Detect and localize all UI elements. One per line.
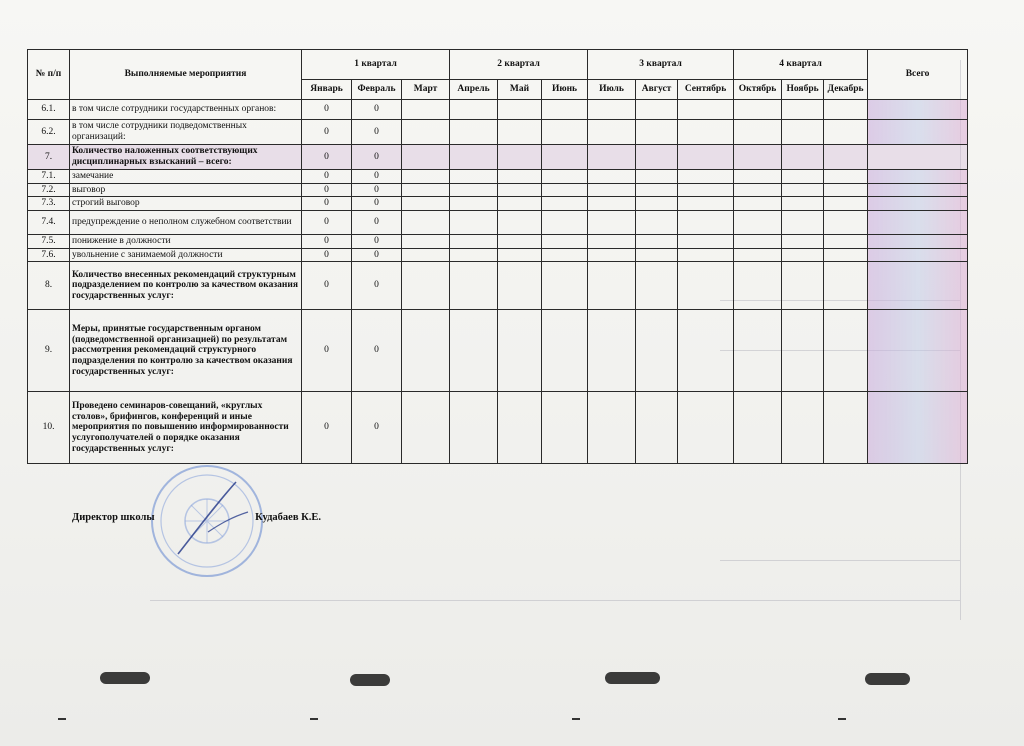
cell-empty: [636, 145, 678, 170]
table-row: [28, 183, 968, 197]
cell-empty: [542, 234, 588, 248]
cell-empty: [824, 100, 868, 120]
cell-february: 0: [352, 197, 402, 211]
cell-empty: [636, 170, 678, 184]
scan-dash: [838, 718, 846, 720]
cell-empty: [782, 210, 824, 234]
row-number: 7.4.: [28, 210, 70, 234]
row-label: предупреждение о неполном служебном соответствии: [70, 210, 302, 234]
cell-empty: [542, 310, 588, 392]
cell-total: [868, 100, 968, 120]
cell-empty: [678, 392, 734, 464]
cell-empty: [450, 234, 498, 248]
table-row: [28, 262, 968, 310]
cell-empty: [734, 248, 782, 262]
cell-empty: [636, 392, 678, 464]
header-month: Декабрь: [824, 80, 868, 100]
cell-empty: [734, 234, 782, 248]
cell-empty: [450, 392, 498, 464]
cell-empty: [824, 170, 868, 184]
cell-empty: [402, 100, 450, 120]
cell-february: 0: [352, 392, 402, 464]
cell-empty: [588, 262, 636, 310]
cell-empty: [542, 145, 588, 170]
cell-empty: [782, 262, 824, 310]
cell-empty: [636, 120, 678, 145]
cell-empty: [678, 210, 734, 234]
cell-empty: [734, 145, 782, 170]
cell-empty: [402, 392, 450, 464]
cell-empty: [678, 197, 734, 211]
cell-empty: [588, 234, 636, 248]
table-row: [28, 248, 968, 262]
cell-empty: [542, 210, 588, 234]
row-label: выговор: [70, 183, 302, 197]
row-number: 6.2.: [28, 120, 70, 145]
table-row: [28, 197, 968, 211]
cell-january: 0: [302, 210, 352, 234]
table-row: [28, 234, 968, 248]
cell-january: 0: [302, 183, 352, 197]
cell-empty: [734, 310, 782, 392]
cell-empty: [824, 248, 868, 262]
cell-january: 0: [302, 310, 352, 392]
cell-january: 0: [302, 392, 352, 464]
cell-empty: [402, 120, 450, 145]
cell-total: [868, 197, 968, 211]
cell-empty: [782, 248, 824, 262]
cell-february: 0: [352, 183, 402, 197]
cell-empty: [402, 183, 450, 197]
row-number: 7.3.: [28, 197, 70, 211]
cell-february: 0: [352, 120, 402, 145]
cell-empty: [588, 120, 636, 145]
cell-empty: [588, 392, 636, 464]
cell-empty: [542, 120, 588, 145]
cell-empty: [542, 248, 588, 262]
signature-line: [72, 512, 321, 523]
cell-total: [868, 170, 968, 184]
cell-february: 0: [352, 210, 402, 234]
row-number: 7.2.: [28, 183, 70, 197]
scan-smudge: [350, 674, 390, 686]
cell-empty: [636, 310, 678, 392]
cell-empty: [402, 197, 450, 211]
table-row: [28, 210, 968, 234]
cell-february: 0: [352, 310, 402, 392]
header-quarter-2: 2 квартал: [450, 50, 588, 80]
cell-empty: [498, 120, 542, 145]
row-number: 6.1.: [28, 100, 70, 120]
cell-empty: [450, 262, 498, 310]
cell-empty: [734, 392, 782, 464]
cell-total: [868, 145, 968, 170]
header-month: Январь: [302, 80, 352, 100]
header-num: № п/п: [28, 50, 70, 100]
cell-empty: [588, 145, 636, 170]
cell-empty: [782, 183, 824, 197]
cell-empty: [678, 183, 734, 197]
cell-total: [868, 392, 968, 464]
cell-empty: [450, 145, 498, 170]
cell-empty: [402, 145, 450, 170]
cell-empty: [782, 120, 824, 145]
row-label: строгий выговор: [70, 197, 302, 211]
cell-empty: [678, 170, 734, 184]
cell-empty: [450, 170, 498, 184]
cell-empty: [588, 170, 636, 184]
cell-empty: [782, 392, 824, 464]
scan-smudge: [605, 672, 660, 684]
cell-empty: [824, 183, 868, 197]
cell-empty: [734, 262, 782, 310]
cell-empty: [498, 210, 542, 234]
bleed-through-line: [720, 560, 960, 561]
header-month: Сентябрь: [678, 80, 734, 100]
cell-empty: [782, 100, 824, 120]
cell-empty: [734, 120, 782, 145]
signature-name: Кудабаев К.Е.: [255, 512, 321, 523]
header-quarter-4: 4 квартал: [734, 50, 868, 80]
cell-empty: [782, 310, 824, 392]
table-row: [28, 120, 968, 145]
scan-artifact-band: [0, 664, 1024, 692]
cell-empty: [734, 183, 782, 197]
cell-empty: [782, 145, 824, 170]
table-row: [28, 145, 968, 170]
cell-empty: [450, 248, 498, 262]
cell-empty: [450, 310, 498, 392]
cell-empty: [450, 120, 498, 145]
cell-empty: [636, 234, 678, 248]
cell-empty: [498, 197, 542, 211]
cell-february: 0: [352, 145, 402, 170]
cell-empty: [402, 170, 450, 184]
cell-february: 0: [352, 262, 402, 310]
cell-empty: [498, 145, 542, 170]
row-number: 7.1.: [28, 170, 70, 184]
row-label: в том числе сотрудники государственных органов:: [70, 100, 302, 120]
cell-empty: [782, 170, 824, 184]
cell-empty: [636, 183, 678, 197]
cell-empty: [498, 183, 542, 197]
cell-empty: [402, 310, 450, 392]
cell-empty: [542, 170, 588, 184]
header-activities: Выполняемые мероприятия: [70, 50, 302, 100]
cell-total: [868, 310, 968, 392]
cell-january: 0: [302, 248, 352, 262]
scan-dash: [572, 718, 580, 720]
row-label: в том числе сотрудники подведомственных организаций:: [70, 120, 302, 145]
header-month: Апрель: [450, 80, 498, 100]
cell-empty: [824, 392, 868, 464]
header-month: Ноябрь: [782, 80, 824, 100]
cell-empty: [734, 210, 782, 234]
cell-empty: [678, 120, 734, 145]
cell-empty: [824, 234, 868, 248]
cell-empty: [824, 210, 868, 234]
cell-empty: [824, 310, 868, 392]
header-month: Март: [402, 80, 450, 100]
cell-empty: [542, 197, 588, 211]
header-month: Август: [636, 80, 678, 100]
cell-empty: [734, 100, 782, 120]
cell-january: 0: [302, 197, 352, 211]
cell-empty: [450, 210, 498, 234]
cell-empty: [636, 100, 678, 120]
cell-empty: [734, 170, 782, 184]
row-label: замечание: [70, 170, 302, 184]
cell-february: 0: [352, 170, 402, 184]
cell-empty: [498, 310, 542, 392]
cell-total: [868, 234, 968, 248]
scan-dash: [310, 718, 318, 720]
cell-empty: [824, 120, 868, 145]
cell-empty: [498, 392, 542, 464]
header-quarter-3: 3 квартал: [588, 50, 734, 80]
cell-empty: [678, 248, 734, 262]
cell-empty: [542, 183, 588, 197]
row-number: 10.: [28, 392, 70, 464]
header-month: Октябрь: [734, 80, 782, 100]
cell-empty: [450, 100, 498, 120]
cell-empty: [542, 392, 588, 464]
cell-total: [868, 262, 968, 310]
header-month: Июнь: [542, 80, 588, 100]
cell-empty: [588, 310, 636, 392]
row-number: 7.: [28, 145, 70, 170]
cell-empty: [678, 234, 734, 248]
header-month: Май: [498, 80, 542, 100]
cell-empty: [498, 234, 542, 248]
cell-empty: [636, 197, 678, 211]
cell-total: [868, 248, 968, 262]
header-month: Июль: [588, 80, 636, 100]
header-total: Всего: [868, 50, 968, 100]
cell-january: 0: [302, 170, 352, 184]
scan-smudge: [865, 673, 910, 685]
cell-empty: [734, 197, 782, 211]
cell-empty: [782, 197, 824, 211]
row-label: понижение в должности: [70, 234, 302, 248]
cell-february: 0: [352, 248, 402, 262]
cell-empty: [824, 262, 868, 310]
cell-empty: [588, 197, 636, 211]
header-month: Февраль: [352, 80, 402, 100]
row-label: Количество внесенных рекомендаций структурным подразделением по контролю за качеством оказания государственных услуг:: [70, 262, 302, 310]
cell-empty: [402, 210, 450, 234]
cell-february: 0: [352, 234, 402, 248]
cell-total: [868, 210, 968, 234]
cell-empty: [498, 248, 542, 262]
cell-empty: [588, 248, 636, 262]
cell-total: [868, 183, 968, 197]
cell-empty: [636, 210, 678, 234]
cell-empty: [498, 170, 542, 184]
cell-empty: [588, 100, 636, 120]
row-label: Проведено семинаров-совещаний, «круглых столов», брифингов, конференций и иные мероприятия по повышению информированности услугополучателей о порядке оказания государственных услуг:: [70, 392, 302, 464]
table-row: [28, 392, 968, 464]
cell-january: 0: [302, 262, 352, 310]
report-table: [27, 49, 968, 464]
cell-empty: [402, 262, 450, 310]
row-number: 9.: [28, 310, 70, 392]
cell-january: 0: [302, 120, 352, 145]
cell-empty: [678, 145, 734, 170]
cell-empty: [402, 248, 450, 262]
cell-empty: [542, 262, 588, 310]
cell-empty: [678, 310, 734, 392]
table-row: [28, 100, 968, 120]
cell-total: [868, 120, 968, 145]
cell-empty: [824, 145, 868, 170]
cell-february: 0: [352, 100, 402, 120]
row-number: 8.: [28, 262, 70, 310]
cell-empty: [636, 262, 678, 310]
cell-empty: [782, 234, 824, 248]
header-quarter-1: 1 квартал: [302, 50, 450, 80]
scan-smudge: [100, 672, 150, 684]
row-label: увольнение с занимаемой должности: [70, 248, 302, 262]
bleed-through-line: [150, 600, 960, 601]
cell-empty: [588, 183, 636, 197]
scan-dash: [58, 718, 66, 720]
row-label: Меры, принятые государственным органом (подведомственной организацией) по результатам рассмотрения рекомендаций структурного подразделения по контролю за качеством оказания государственных услуг:: [70, 310, 302, 392]
cell-empty: [824, 197, 868, 211]
cell-empty: [402, 234, 450, 248]
cell-empty: [678, 262, 734, 310]
report-body: [28, 100, 968, 464]
table-row: [28, 170, 968, 184]
cell-empty: [588, 210, 636, 234]
table-row: [28, 310, 968, 392]
cell-empty: [678, 100, 734, 120]
cell-empty: [542, 100, 588, 120]
row-label: Количество наложенных соответствующих дисциплинарных взысканий – всего:: [70, 145, 302, 170]
cell-january: 0: [302, 234, 352, 248]
cell-empty: [450, 197, 498, 211]
row-number: 7.5.: [28, 234, 70, 248]
signature-role: Директор школы: [72, 512, 155, 523]
row-number: 7.6.: [28, 248, 70, 262]
cell-empty: [498, 262, 542, 310]
cell-january: 0: [302, 100, 352, 120]
cell-january: 0: [302, 145, 352, 170]
cell-empty: [636, 248, 678, 262]
cell-empty: [450, 183, 498, 197]
cell-empty: [498, 100, 542, 120]
